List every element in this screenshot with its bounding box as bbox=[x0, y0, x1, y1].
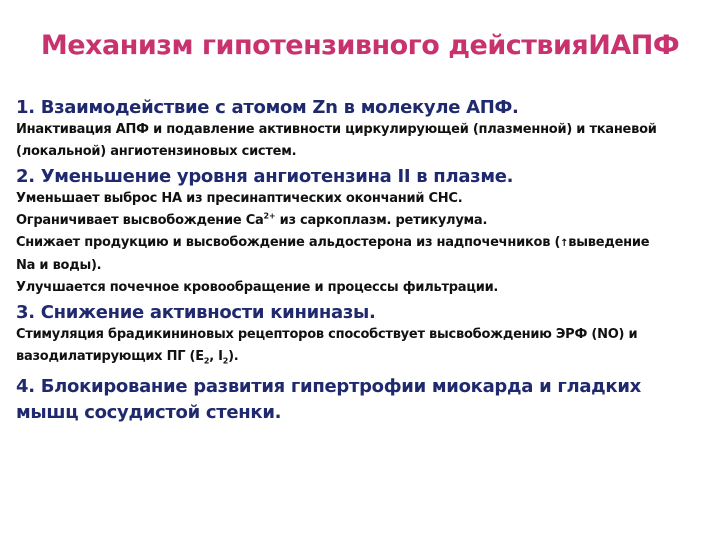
section-1-line-2: (локальной) ангиотензиновых систем. bbox=[16, 144, 297, 159]
calcium-text-post: из саркоплазм. ретикулума. bbox=[275, 213, 488, 228]
section-2-heading: 2. Уменьшение уровня ангиотензина II в плазме. bbox=[16, 166, 514, 187]
section-4-heading-line-1: 4. Блокирование развития гипертрофии миокарда и гладких bbox=[16, 376, 641, 397]
calcium-charge: 2+ bbox=[263, 211, 276, 221]
section-2-line-2 bbox=[16, 210, 708, 232]
section-3-line-2 bbox=[16, 346, 708, 368]
up-arrow-icon: ↑ bbox=[560, 238, 569, 249]
section-3-line-1: Стимуляция брадикининовых рецепторов способствует высвобождению ЭРФ (NO) и bbox=[16, 327, 638, 342]
section-2-line-3 bbox=[16, 232, 708, 255]
section-1-line-1: Инактивация АПФ и подавление активности циркулирующей (плазменной) и тканевой bbox=[16, 122, 657, 137]
pg-sub-2: 2 bbox=[222, 356, 229, 366]
section-3 bbox=[16, 301, 708, 368]
section-1-heading: 1. Взаимодействие с атомом Zn в молекуле АПФ. bbox=[16, 97, 519, 118]
section-2-line-1: Уменьшает выброс НА из пресинаптических окончаний СНС. bbox=[16, 191, 463, 206]
pg-text-mid: , I bbox=[209, 349, 223, 364]
pg-sub-1: 2 bbox=[203, 356, 210, 366]
section-2-line-5: Улучшается почечное кровообращение и процессы фильтрации. bbox=[16, 280, 499, 295]
section-3-heading: 3. Снижение активности кининазы. bbox=[16, 302, 376, 323]
aldosterone-text-pre: Снижает продукцию и высвобождение альдостерона из надпочечников ( bbox=[16, 235, 561, 250]
section-4 bbox=[16, 374, 708, 426]
slide-content bbox=[16, 96, 708, 426]
section-2 bbox=[16, 165, 708, 299]
pg-text-pre: вазодилатирующих ПГ (Е bbox=[16, 349, 204, 364]
pg-text-post: ). bbox=[228, 349, 239, 364]
section-1 bbox=[16, 96, 708, 163]
section-4-heading-line-2: мышц сосудистой стенки. bbox=[16, 402, 282, 423]
section-2-line-4: Na и воды). bbox=[16, 258, 102, 273]
slide-title: Механизм гипотензивного действияИАПФ bbox=[40, 30, 680, 61]
aldosterone-text-post: выведение bbox=[568, 235, 650, 250]
calcium-text-pre: Ограничивает высвобождение Са bbox=[16, 213, 264, 228]
